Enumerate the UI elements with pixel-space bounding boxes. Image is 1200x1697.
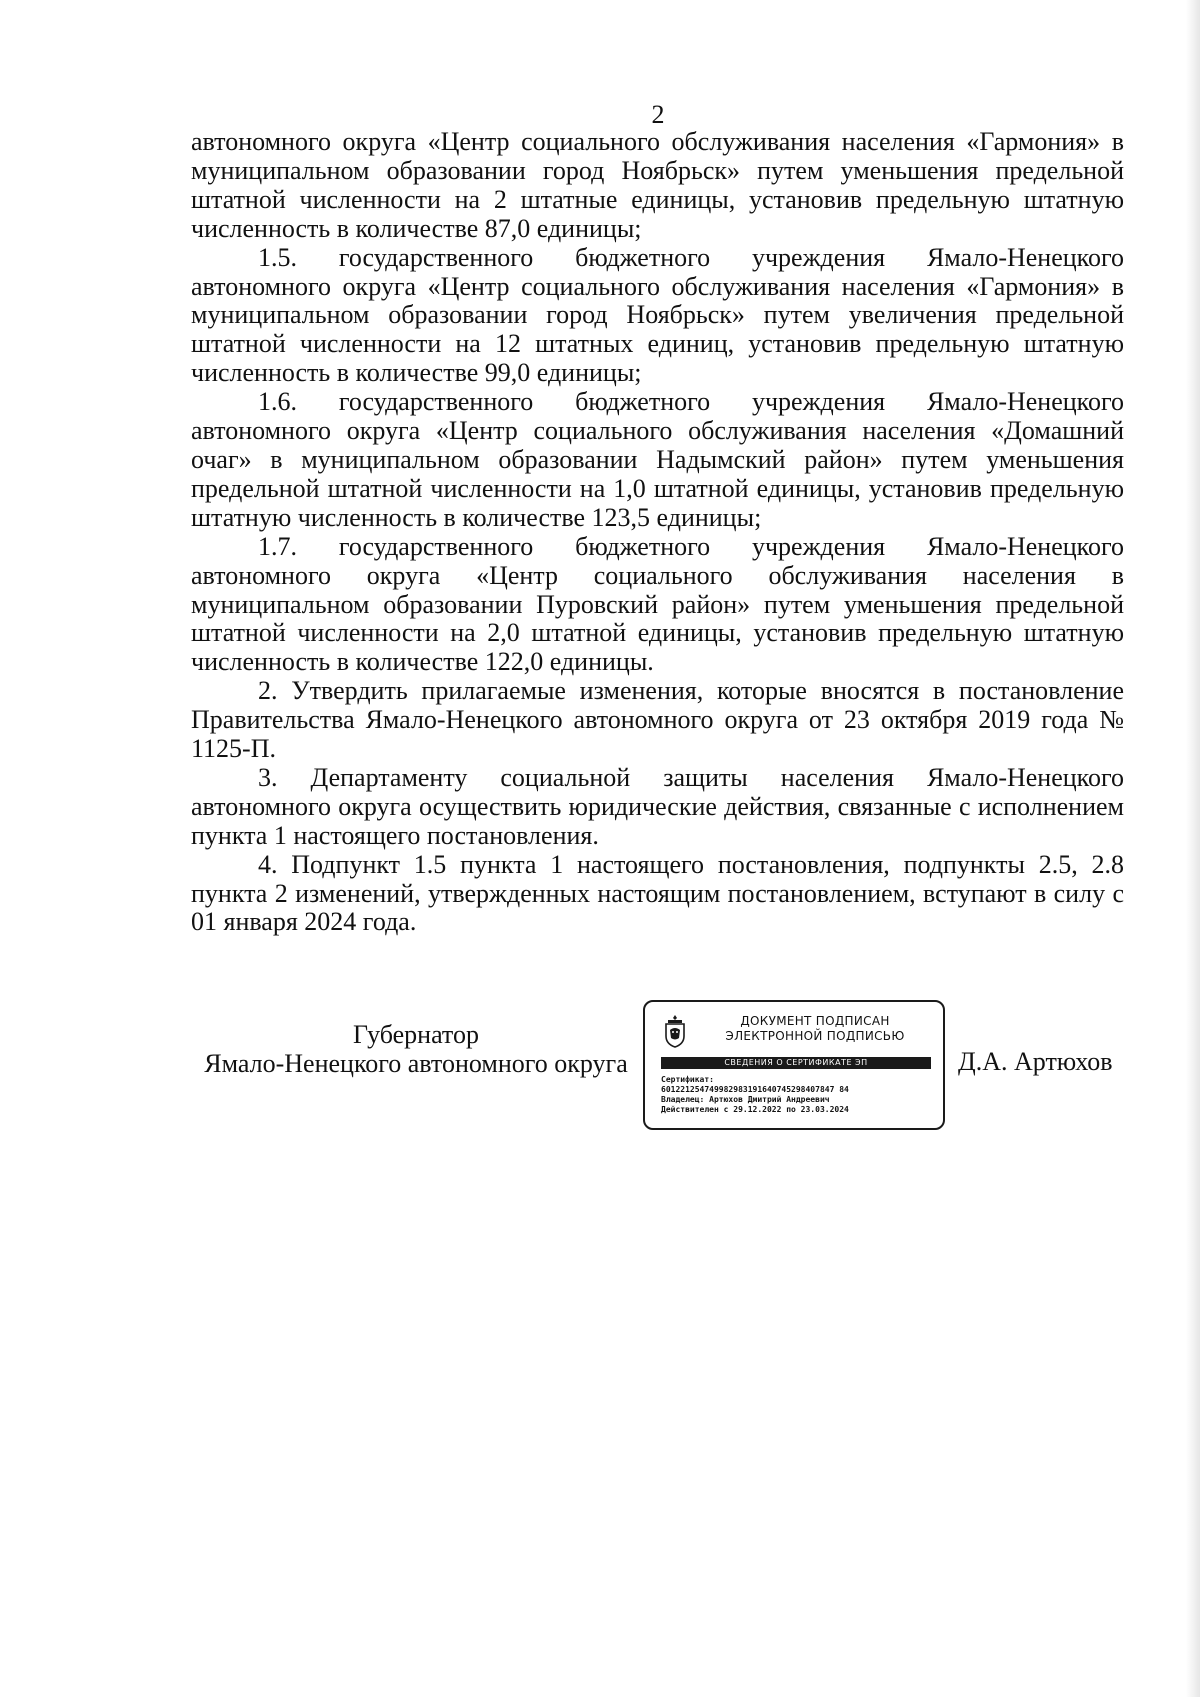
paragraph-continuation: автономного округа «Центр социального обслуживания населения «Гармония» в муниципальном образовании город Ноябрьск» путем уменьшения предельной штатной численности на 2 штатные единицы, установив предельную штатную численность в количестве 87,0 единицы; (191, 127, 1124, 243)
certificate-validity: Действителен с 29.12.2022 по 23.03.2024 (661, 1105, 849, 1114)
page-number: 2 (651, 100, 665, 129)
certificate-label: Сертификат: (661, 1075, 714, 1084)
stamp-heading-line1: ДОКУМЕНТ ПОДПИСАН (740, 1014, 890, 1028)
certificate-owner: Владелец: Артюхов Дмитрий Андреевич (661, 1095, 830, 1104)
coat-of-arms-icon (663, 1014, 687, 1048)
certificate-number: 601221254749982983191640745298407847 84 (661, 1085, 849, 1094)
stamp-heading (695, 1014, 935, 1044)
signatory-title-line1: Губернатор (353, 1020, 479, 1049)
paragraph-1-5: 1.5. государственного бюджетного учреждения Ямало-Ненецкого автономного округа «Центр социального обслуживания населения «Гармония» в муниципальном образовании город Ноябрьск» путем увеличения предельной штатной численности на 12 штатных единиц, установив предельную штатную численность в количестве 99,0 единицы; (191, 242, 1124, 388)
stamp-certificate-bar: СВЕДЕНИЯ О СЕРТИФИКАТЕ ЭП (661, 1057, 931, 1069)
document-body (191, 128, 1124, 937)
stamp-certificate-details (661, 1075, 937, 1115)
paragraph-1-6: 1.6. государственного бюджетного учреждения Ямало-Ненецкого автономного округа «Центр социального обслуживания населения «Домашний очаг» в муниципальном образовании Надымский район» путем уменьшения предельной штатной численности на 1,0 штатной единицы, установив предельную штатную численность в количестве 123,5 единицы; (191, 387, 1124, 532)
signature-block (0, 1000, 1200, 1140)
paragraph-4: 4. Подпункт 1.5 пункта 1 настоящего постановления, подпункты 2.5, 2.8 пункта 2 изменений, утвержденных настоящим постановлением, вступают в силу с 01 января 2024 года. (191, 849, 1124, 937)
signatory-title-line2: Ямало-Ненецкого автономного округа (204, 1049, 628, 1078)
paragraph-1-7: 1.7. государственного бюджетного учреждения Ямало-Ненецкого автономного округа «Центр социального обслуживания населения в муниципальном образовании Пуровский район» путем уменьшения предельной штатной численности на 2,0 штатной единицы, установив предельную штатную численность в количестве 122,0 единицы. (191, 531, 1124, 677)
paragraph-3: 3. Департаменту социальной защиты населения Ямало-Ненецкого автономного округа осуществить юридические действия, связанные с исполнением пункта 1 настоящего постановления. (191, 762, 1124, 850)
signatory-name: Д.А. Артюхов (958, 1047, 1113, 1076)
signatory-title (191, 1020, 641, 1078)
electronic-signature-stamp (643, 1000, 945, 1130)
paragraph-2: 2. Утвердить прилагаемые изменения, которые вносятся в постановление Правительства Ямало-Ненецкого автономного округа от 23 октября 2019 года № 1125-П. (191, 676, 1124, 764)
stamp-heading-line2: ЭЛЕКТРОННОЙ ПОДПИСЬЮ (725, 1029, 905, 1043)
page-edge-shadow (1186, 0, 1200, 1697)
